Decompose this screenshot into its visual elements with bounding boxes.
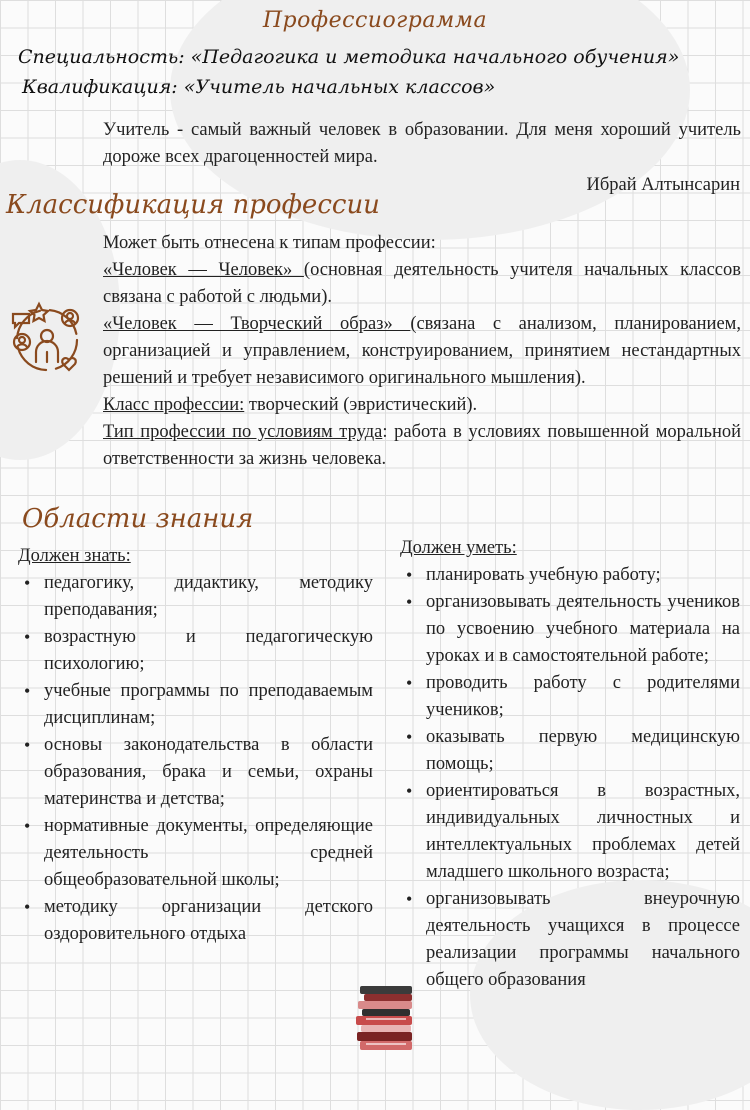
books-stack-icon (352, 982, 422, 1054)
classification-intro: Может быть отнесена к типам профессии: (103, 233, 436, 253)
must-can-column (400, 535, 740, 994)
profession-class-label: Класс профессии: (103, 395, 245, 415)
must-know-item: • нормативные документы, определяющие деятельность средней общеобразовательной школы; (18, 813, 373, 894)
type-person-person-desc: (основная деятельность учителя начальных классов связана с работой с людьми). (103, 260, 741, 307)
type-person-person (103, 257, 741, 311)
type-person-person-label: «Человек — Человек» (103, 260, 304, 280)
must-know-item: • учебные программы по преподаваемым дисциплинам; (18, 678, 373, 732)
must-can-item: • организовывать деятельность учеников по усвоению учебного материала на уроках и в самостоятельной работе; (400, 589, 740, 670)
must-can-list (400, 562, 740, 994)
must-can-item: • организовывать внеурочную деятельность учащихся в процессе реализации программы начального общего образования (400, 886, 740, 994)
specialty-line: Специальность: «Педагогика и методика начального обучения» (18, 46, 680, 68)
must-know-item: • основы законодательства в области образования, брака и семьи, охраны материнства и детства; (18, 732, 373, 813)
must-know-list (18, 570, 373, 948)
must-know-title: Должен знать: (18, 546, 131, 566)
page-title: Профессиограмма (262, 8, 488, 33)
type-person-creative-label: «Человек — Творческий образ» (103, 314, 411, 334)
people-network-icon (8, 300, 86, 382)
must-know-item: • возрастную и педагогическую психологию; (18, 624, 373, 678)
classification-text (103, 230, 741, 473)
type-person-creative (103, 311, 741, 392)
must-can-title: Должен уметь: (400, 538, 517, 558)
knowledge-heading: Области знания (22, 504, 254, 534)
work-conditions (103, 419, 741, 473)
work-conditions-label: Тип профессии по условиям труда (103, 422, 383, 442)
work-conditions-value: : работа в условиях повышенной моральной ответственности за жизнь человека. (103, 422, 741, 469)
epigraph-author: Ибрай Алтынсарин (586, 175, 740, 195)
must-can-item: • оказывать первую медицинскую помощь; (400, 724, 740, 778)
profession-class-value: творческий (эвристический). (244, 395, 478, 415)
epigraph-quote: Учитель - самый важный человек в образовании. Для меня хороший учитель дороже всех драгоценностей мира. (103, 120, 741, 167)
must-can-item: • планировать учебную работу; (400, 562, 740, 589)
must-know-item: • методику организации детского оздоровительного отдыха (18, 894, 373, 948)
must-can-item: • проводить работу с родителями учеников; (400, 670, 740, 724)
type-person-creative-desc: (связана с анализом, планированием, организацией и управлением, конструированием, принятием нестандартных решений и требует независимого оригинального мышления). (103, 314, 742, 388)
must-know-column (18, 543, 373, 948)
profession-class (103, 392, 741, 419)
classification-heading: Классификация профессии (6, 190, 380, 220)
must-know-item: • педагогику, дидактику, методику преподавания; (18, 570, 373, 624)
must-can-item: • ориентироваться в возрастных, индивидуальных личностных и интеллектуальных проблемах детей младшего школьного возраста; (400, 778, 740, 886)
qualification-line: Квалификация: «Учитель начальных классов» (22, 76, 496, 98)
